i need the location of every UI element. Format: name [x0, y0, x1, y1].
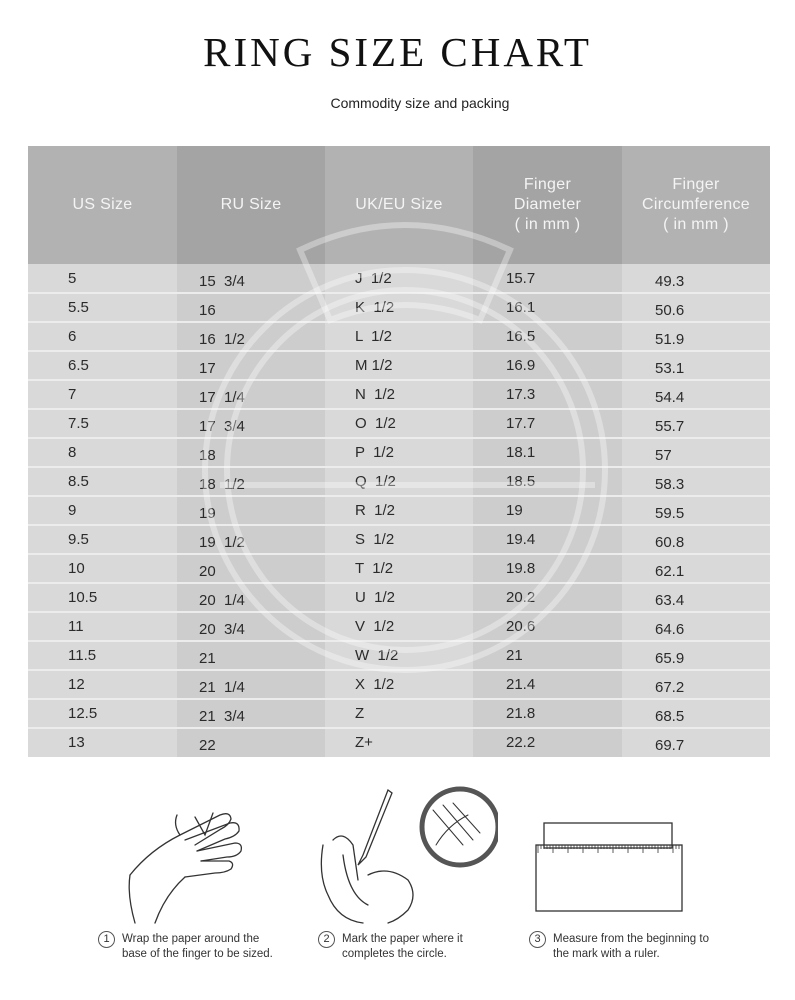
column-header-us-size	[28, 146, 177, 264]
cell-ru-size: 18	[199, 447, 216, 464]
row-divider	[28, 611, 770, 613]
cell-ru-size: 19 1/2	[199, 534, 245, 551]
cell-ru-size: 16	[199, 302, 216, 319]
cell-us-size: 11	[68, 618, 84, 635]
cell-uk-eu-size: Z	[355, 705, 365, 722]
row-divider	[28, 669, 770, 671]
row-divider	[28, 640, 770, 642]
cell-ru-size: 18 1/2	[199, 476, 245, 493]
cell-us-size: 12	[68, 676, 85, 693]
cell-us-size: 8.5	[68, 473, 89, 490]
cell-finger-circumference: 62.1	[655, 563, 685, 580]
cell-us-size: 7	[68, 386, 77, 403]
cell-ru-size: 16 1/2	[199, 331, 245, 348]
cell-uk-eu-size: P 1/2	[355, 444, 394, 461]
cell-finger-circumference: 67.2	[655, 679, 685, 696]
cell-finger-diameter: 16.9	[506, 357, 536, 374]
cell-finger-circumference: 60.8	[655, 534, 685, 551]
column-header-label: Finger Circumference ( in mm )	[642, 176, 750, 233]
cell-us-size: 10	[68, 560, 85, 577]
cell-finger-diameter: 21.8	[506, 705, 536, 722]
column-header-label: US Size	[72, 196, 133, 213]
hand-wrap-icon	[125, 795, 255, 925]
cell-ru-size: 17 3/4	[199, 418, 245, 435]
column-header-finger-circumference	[622, 146, 770, 264]
cell-ru-size: 21 1/4	[199, 679, 245, 696]
cell-us-size: 11.5	[68, 647, 97, 664]
cell-ru-size: 15 3/4	[199, 273, 245, 290]
cell-uk-eu-size: S 1/2	[355, 531, 395, 548]
step-2-number: 2	[318, 931, 335, 948]
row-divider	[28, 495, 770, 497]
cell-uk-eu-size: T 1/2	[355, 560, 394, 577]
column-header-label: Finger Diameter ( in mm )	[513, 176, 582, 233]
row-divider	[28, 408, 770, 410]
cell-finger-diameter: 15.7	[506, 270, 536, 287]
cell-us-size: 13	[68, 734, 85, 751]
cell-finger-diameter: 18.1	[506, 444, 536, 461]
cell-uk-eu-size: Q 1/2	[355, 473, 396, 490]
cell-finger-diameter: 19	[506, 502, 523, 519]
cell-us-size: 6.5	[68, 357, 89, 374]
cell-uk-eu-size: W 1/2	[355, 647, 399, 664]
cell-ru-size: 20 3/4	[199, 621, 245, 638]
column-header-label: RU Size	[220, 196, 282, 213]
cell-ru-size: 21 3/4	[199, 708, 245, 725]
cell-finger-circumference: 64.6	[655, 621, 685, 638]
cell-us-size: 9	[68, 502, 77, 519]
cell-finger-circumference: 53.1	[655, 360, 685, 377]
cell-finger-diameter: 16.5	[506, 328, 536, 345]
row-divider	[28, 437, 770, 439]
column-finger-circumference	[622, 146, 770, 757]
row-divider	[28, 321, 770, 323]
row-divider	[28, 582, 770, 584]
cell-finger-diameter: 17.7	[506, 415, 536, 432]
cell-finger-circumference: 51.9	[655, 331, 685, 348]
cell-uk-eu-size: X 1/2	[355, 676, 395, 693]
cell-ru-size: 17	[199, 360, 216, 377]
column-uk-eu-size	[325, 146, 473, 757]
cell-finger-diameter: 21.4	[506, 676, 536, 693]
page-subtitle: Commodity size and packing	[330, 95, 510, 111]
step-3-text: Measure from the beginning to the mark with a ruler.	[553, 933, 709, 960]
cell-us-size: 6	[68, 328, 77, 345]
cell-us-size: 12.5	[68, 705, 98, 722]
cell-finger-diameter: 21	[506, 647, 523, 664]
cell-us-size: 8	[68, 444, 77, 461]
cell-finger-diameter: 17.3	[506, 386, 536, 403]
cell-finger-diameter: 20.6	[506, 618, 536, 635]
cell-uk-eu-size: L 1/2	[355, 328, 392, 345]
step-3-number: 3	[529, 931, 546, 948]
row-divider	[28, 553, 770, 555]
row-divider	[28, 727, 770, 729]
step-2-text: Mark the paper where it completes the circle.	[342, 933, 463, 960]
ring-size-table	[28, 146, 770, 757]
page-title: RING SIZE CHART	[203, 29, 592, 75]
cell-finger-circumference: 50.6	[655, 302, 685, 319]
cell-finger-diameter: 18.5	[506, 473, 536, 490]
cell-uk-eu-size: O 1/2	[355, 415, 396, 432]
cell-uk-eu-size: M 1/2	[355, 357, 393, 374]
row-divider	[28, 698, 770, 700]
cell-ru-size: 21	[199, 650, 216, 667]
cell-finger-circumference: 68.5	[655, 708, 685, 725]
cell-us-size: 7.5	[68, 415, 89, 432]
cell-finger-diameter: 19.4	[506, 531, 536, 548]
cell-us-size: 5.5	[68, 299, 89, 316]
column-finger-diameter	[473, 146, 622, 757]
cell-finger-circumference: 65.9	[655, 650, 685, 667]
cell-ru-size: 20	[199, 563, 216, 580]
pen-mark-icon	[308, 785, 498, 925]
column-header-uk-eu-size	[325, 146, 473, 264]
step-1-text: Wrap the paper around the base of the finger to be sized.	[122, 933, 273, 960]
cell-uk-eu-size: K 1/2	[355, 299, 395, 316]
cell-uk-eu-size: Z+	[355, 734, 373, 751]
cell-finger-circumference: 59.5	[655, 505, 685, 522]
column-header-finger-diameter	[473, 146, 622, 264]
cell-finger-circumference: 57	[655, 447, 672, 464]
row-divider	[28, 524, 770, 526]
cell-finger-circumference: 49.3	[655, 273, 685, 290]
row-divider	[28, 466, 770, 468]
cell-finger-circumference: 63.4	[655, 592, 685, 609]
cell-finger-diameter: 20.2	[506, 589, 536, 606]
cell-uk-eu-size: V 1/2	[355, 618, 395, 635]
column-header-label: UK/EU Size	[355, 196, 443, 213]
cell-finger-circumference: 54.4	[655, 389, 685, 406]
cell-ru-size: 19	[199, 505, 216, 522]
cell-uk-eu-size: J 1/2	[355, 270, 392, 287]
cell-uk-eu-size: U 1/2	[355, 589, 396, 606]
cell-us-size: 9.5	[68, 531, 89, 548]
cell-uk-eu-size: R 1/2	[355, 502, 396, 519]
step-1-number: 1	[98, 931, 115, 948]
column-us-size	[28, 146, 177, 757]
ruler-icon	[530, 815, 690, 915]
cell-finger-diameter: 22.2	[506, 734, 536, 751]
row-divider	[28, 292, 770, 294]
cell-finger-diameter: 16.1	[506, 299, 536, 316]
cell-finger-circumference: 55.7	[655, 418, 685, 435]
cell-finger-circumference: 69.7	[655, 737, 685, 754]
cell-finger-circumference: 58.3	[655, 476, 685, 493]
cell-ru-size: 20 1/4	[199, 592, 245, 609]
row-divider	[28, 350, 770, 352]
cell-us-size: 5	[68, 270, 77, 287]
cell-ru-size: 22	[199, 737, 216, 754]
cell-ru-size: 17 1/4	[199, 389, 245, 406]
column-header-ru-size	[177, 146, 325, 264]
cell-uk-eu-size: N 1/2	[355, 386, 396, 403]
row-divider	[28, 379, 770, 381]
cell-us-size: 10.5	[68, 589, 98, 606]
cell-finger-diameter: 19.8	[506, 560, 536, 577]
